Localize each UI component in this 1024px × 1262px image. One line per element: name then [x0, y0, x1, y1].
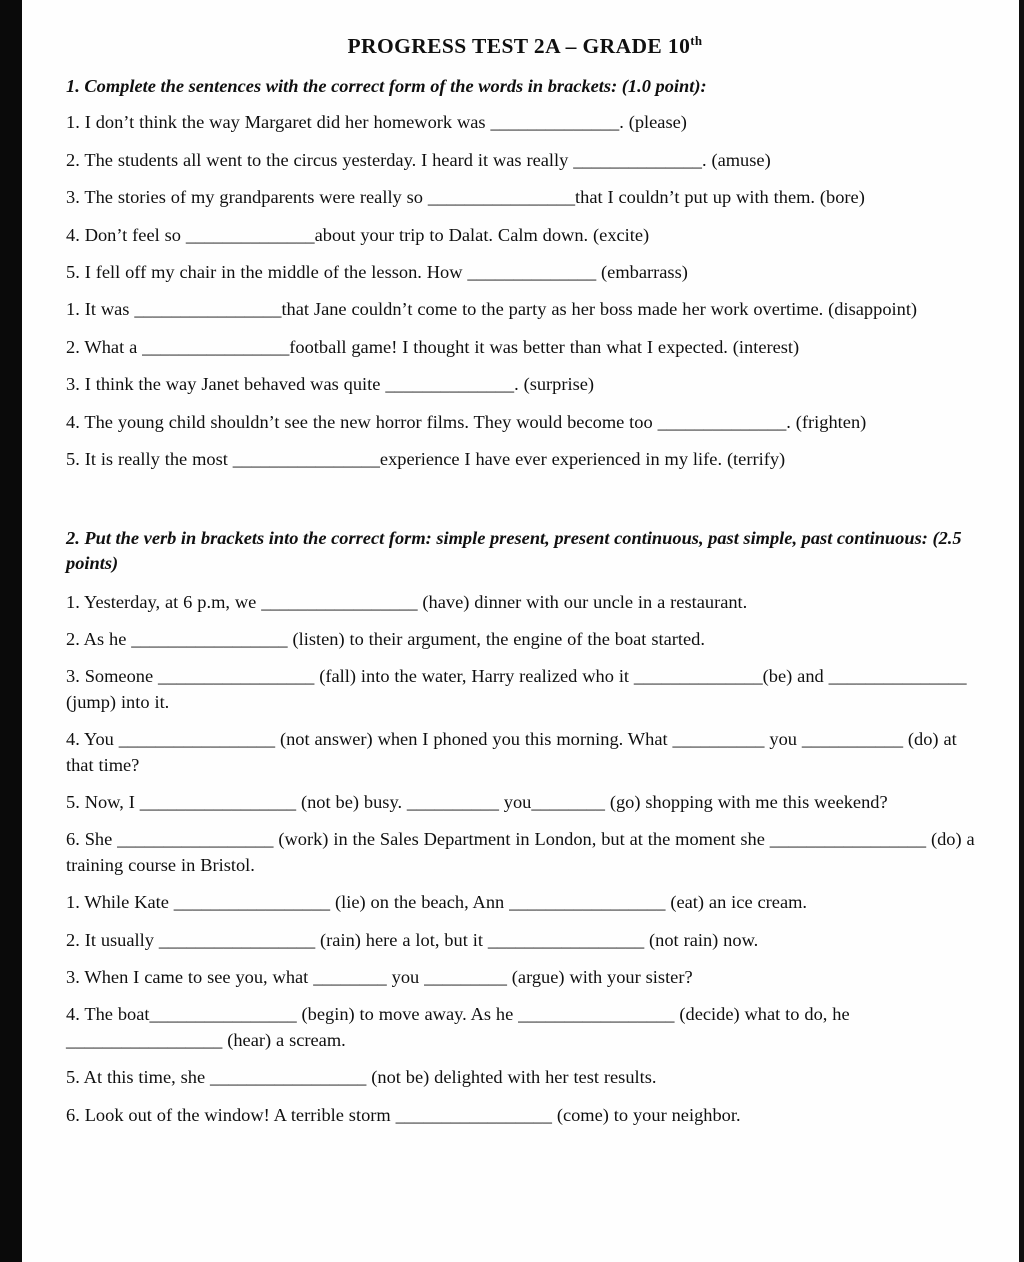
- question-1-7: 2. What a ________________football game! I thought it was better than what I expected. (interest): [66, 336, 800, 357]
- question-1-10: 5. It is really the most ________________experience I have ever experienced in my life. (terrify): [66, 448, 786, 469]
- page-title-text: PROGRESS TEST 2A – GRADE 10: [347, 34, 691, 58]
- question-2-6: 6. She _________________ (work) in the Sales Department in London, but at the moment she _________________ (do) a training course in Bristol.: [66, 829, 975, 875]
- page-title-superscript: th: [690, 33, 703, 48]
- question-2-11: 5. At this time, she _________________ (not be) delighted with her test results.: [66, 1067, 657, 1088]
- paper-sheet: [22, 0, 1019, 1262]
- question-1-5: 5. I fell off my chair in the middle of the lesson. How ______________ (embarrass): [66, 262, 688, 283]
- question-1-3: 3. The stories of my grandparents were really so ________________that I couldn’t put up with them. (bore): [66, 187, 865, 208]
- question-2-8: 2. It usually _________________ (rain) here a lot, but it _________________ (not rain) now.: [66, 929, 759, 950]
- question-2-5: 5. Now, I _________________ (not be) busy. __________ you________ (go) shopping with me this weekend?: [66, 792, 888, 813]
- scan-edge-left: [0, 0, 22, 1262]
- question-1-2: 2. The students all went to the circus yesterday. I heard it was really ______________. (amuse): [66, 149, 771, 170]
- question-1-1: 1. I don’t think the way Margaret did her homework was ______________. (please): [66, 112, 687, 133]
- question-1-4: 4. Don’t feel so ______________about your trip to Dalat. Calm down. (excite): [66, 224, 650, 245]
- scan-edge-right: [1019, 0, 1024, 1262]
- section-exercise-2: [66, 526, 984, 1128]
- question-2-10: 4. The boat________________ (begin) to move away. As he _________________ (decide) what to do, he _________________ (hear) a scream.: [66, 1004, 850, 1050]
- question-1-6: 1. It was ________________that Jane couldn’t come to the party as her boss made her work overtime. (disappoint): [66, 299, 918, 320]
- document-content: [66, 34, 984, 1140]
- question-2-3: 3. Someone _________________ (fall) into the water, Harry realized who it ______________(be) and _______________ (jump) into it.: [66, 666, 967, 712]
- question-1-8: 3. I think the way Janet behaved was quite ______________. (surprise): [66, 374, 595, 395]
- page-title: [66, 34, 984, 60]
- section-exercise-1: [66, 74, 984, 473]
- question-2-4: 4. You _________________ (not answer) when I phoned you this morning. What __________ you ___________ (do) at that time?: [66, 729, 957, 775]
- question-2-2: 2. As he _________________ (listen) to their argument, the engine of the boat started.: [66, 629, 705, 650]
- question-2-7: 1. While Kate _________________ (lie) on the beach, Ann _________________ (eat) an ice cream.: [66, 892, 808, 913]
- question-1-9: 4. The young child shouldn’t see the new horror films. They would become too ______________. (frighten): [66, 411, 867, 432]
- question-2-1: 1. Yesterday, at 6 p.m, we _________________ (have) dinner with our uncle in a restaurant.: [66, 591, 748, 612]
- section-2-heading: 2. Put the verb in brackets into the correct form: simple present, present continuous, past simple, past continuous: (2.5 points): [66, 528, 962, 574]
- section-1-heading: 1. Complete the sentences with the correct form of the words in brackets: (1.0 point):: [66, 75, 707, 96]
- question-2-9: 3. When I came to see you, what ________ you _________ (argue) with your sister?: [66, 966, 693, 987]
- question-2-12: 6. Look out of the window! A terrible storm _________________ (come) to your neighbor.: [66, 1104, 741, 1125]
- scan-edge-bottom-left: [0, 1236, 22, 1262]
- section-divider-space: [66, 484, 984, 526]
